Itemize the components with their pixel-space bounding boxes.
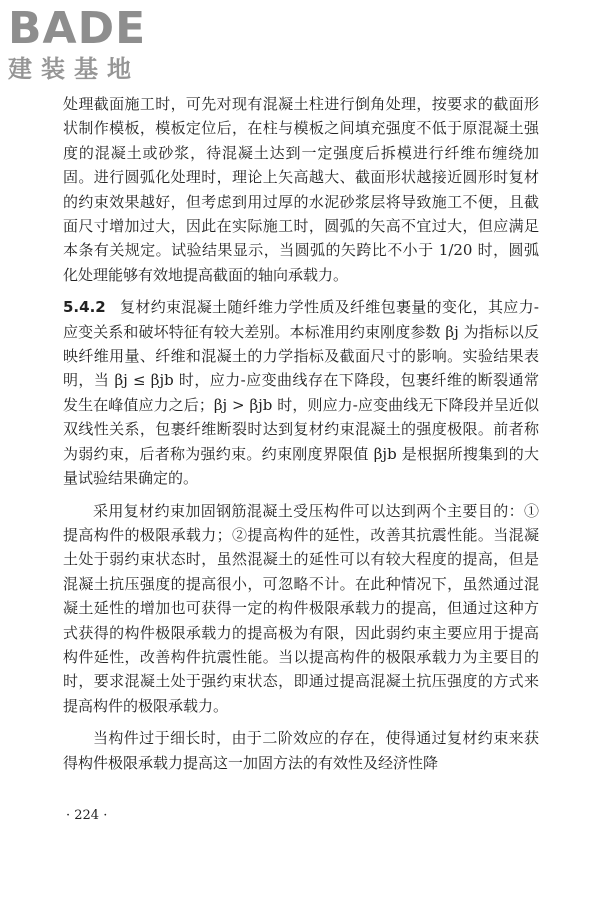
page-number: · 224 · — [66, 808, 108, 823]
section-text: 复材约束混凝土随纤维力学性质及纤维包裹量的变化，其应力-应变关系和破坏特征有较大差别。本标准用约束刚度参数 βj 为指标以反映纤维用量、纤维和混凝土的力学指标及截面尺寸的影响。实验结果表明，当 βj ≤ βjb 时，应力-应变曲线存在下降段，包裹纤维的断裂通常发生在峰值应力之后；βj > βjb 时，则应力-应变曲线无下降段并呈近似双线性关系，包裹纤维断裂时达到复材约束混凝土的强度极限。前者称为弱约束，后者称为强约束。约束刚度界限值 βjb 是根据所搜集到的大量试验结果确定的。 — [63, 298, 539, 488]
paragraph-purposes: 采用复材约束加固钢筋混凝土受压构件可以达到两个主要目的：①提高构件的极限承载力；②提高构件的延性，改善其抗震性能。当混凝土处于弱约束状态时，虽然混凝土的延性可以有较大程度的提高，但是混凝土抗压强度的提高很小，可忽略不计。在此种情况下，虽然通过混凝土延性的增加也可获得一定的构件极限承载力的提高，但通过这种方式获得的构件极限承载力的提高极为有限，因此弱约束主要应用于提高构件延性，改善构件抗震性能。当以提高构件的极限承载力为主要目的时，要求混凝土处于强约束状态，即通过提高混凝土抗压强度的方式来提高构件的极限承载力。 — [63, 501, 539, 715]
paragraph-continued: 处理截面施工时，可先对现有混凝土柱进行倒角处理，按要求的截面形状制作模板，模板定位后，在柱与模板之间填充强度不低于原混凝土强度的混凝土或砂浆，待混凝土达到一定强度后拆模进行纤维布缠绕加固。进行圆弧化处理时，理论上矢高越大、截面形状越接近圆形时复材的约束效果越好，但考虑到用过厚的水泥砂浆层将导致施工不便，且截面尺寸增加过大，因此在实际施工时，圆弧的矢高不宜过大，但应满足本条有关规定。试验结果显示，当圆弧的矢跨比不小于 1/20 时，圆弧化处理能够有效地提高截面的轴向承载力。 — [63, 95, 539, 284]
document-body — [63, 92, 539, 775]
paragraph-slender-members: 当构件过于细长时，由于二阶效应的存在，使得通过复材约束来获得构件极限承载力提高这一加固方法的有效性及经济性降 — [63, 729, 539, 772]
logo-subtitle: 建装基地 — [8, 55, 140, 83]
bade-logo — [8, 3, 178, 83]
section-number: 5.4.2 — [63, 298, 106, 317]
logo-wordmark: BADE — [8, 3, 147, 54]
section-5-4-2 — [63, 295, 539, 490]
